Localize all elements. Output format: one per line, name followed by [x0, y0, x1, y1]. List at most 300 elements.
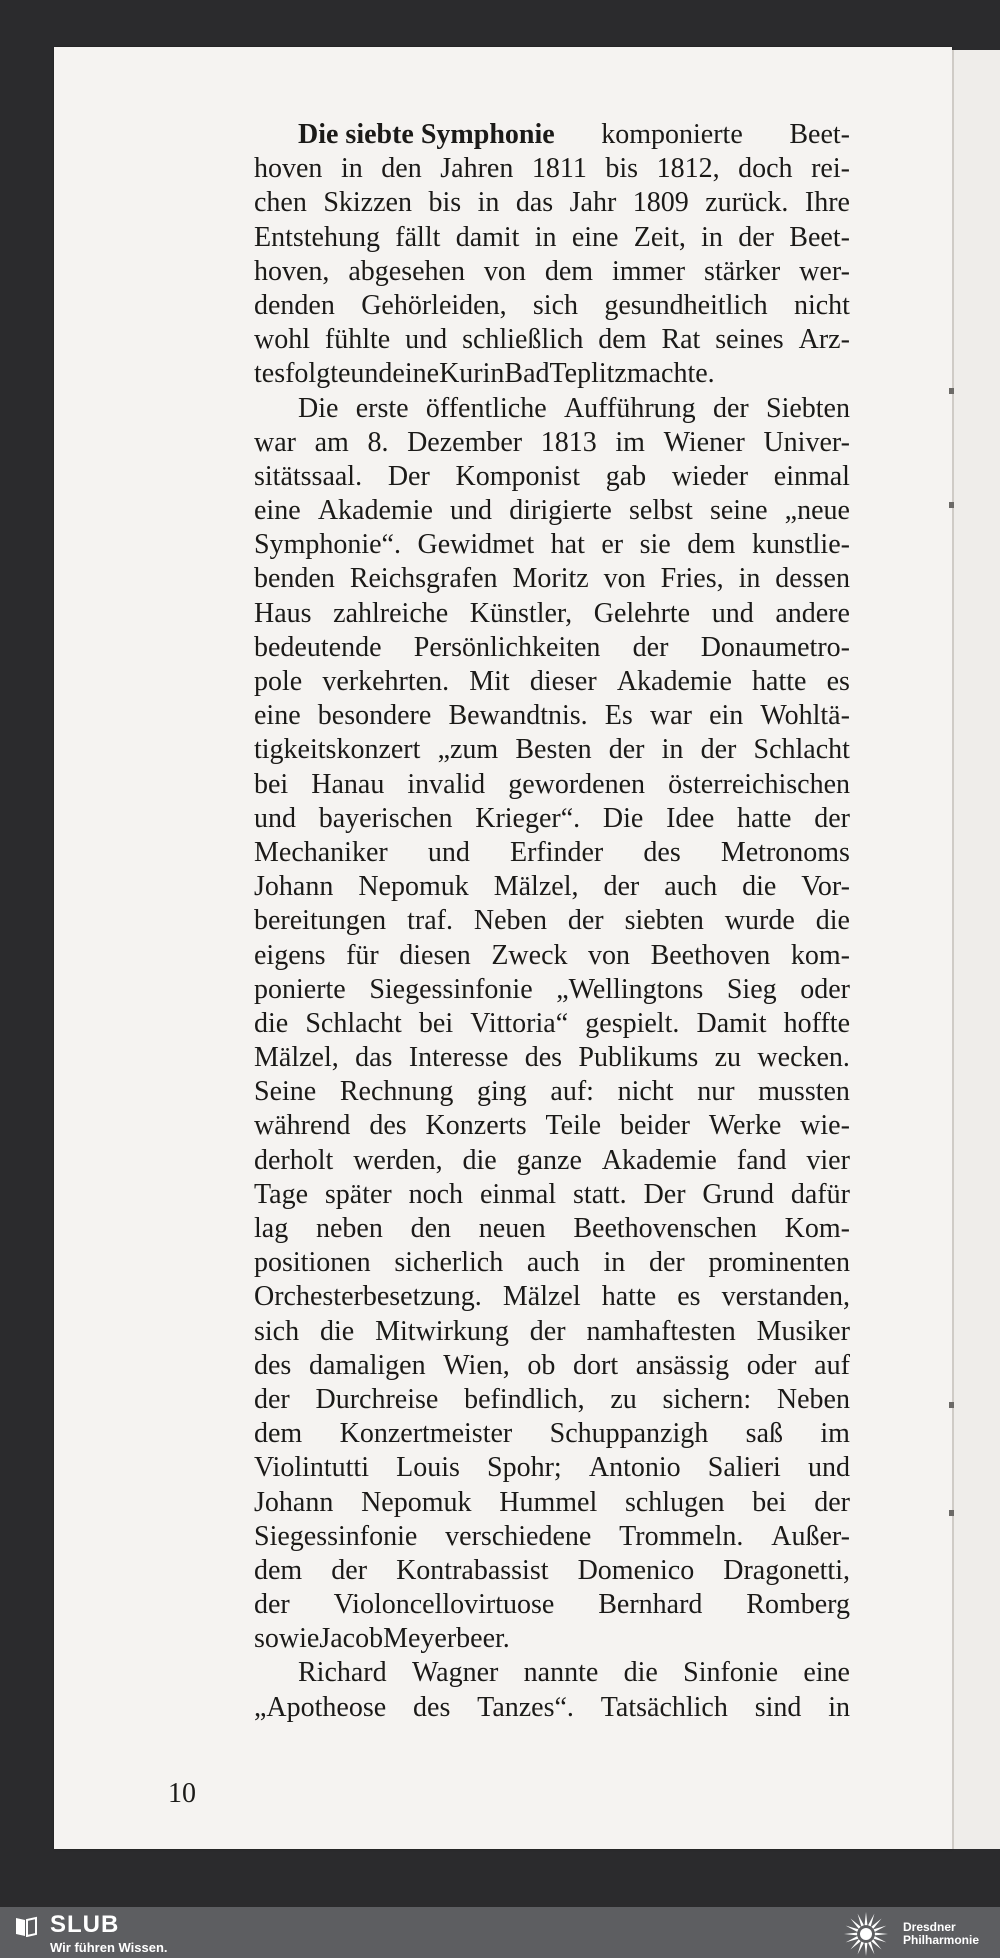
word: invalid: [407, 768, 486, 800]
word: Künstler,: [469, 597, 573, 629]
word: kunstlie-: [751, 529, 850, 561]
word: neuen: [478, 1213, 546, 1244]
logo-ray: [850, 1939, 860, 1949]
word: Reichsgrafen: [349, 563, 498, 595]
text-line: [254, 494, 850, 528]
word: wohl: [254, 324, 310, 356]
text-line: [254, 289, 850, 323]
word: die: [815, 905, 850, 937]
logo-ray: [871, 1939, 881, 1949]
word: auch: [664, 871, 718, 903]
word: und: [427, 836, 470, 868]
word: Es: [604, 700, 633, 732]
word: Donaumetro-: [700, 631, 850, 663]
word: einmal: [773, 460, 850, 492]
word: bei: [254, 768, 289, 800]
sunburst-logo: [842, 1910, 890, 1958]
text-line: [254, 836, 850, 870]
word: Tatsächlich: [600, 1691, 728, 1723]
text-line: [254, 118, 850, 152]
text-line: [254, 1246, 850, 1280]
word: Akademie: [317, 495, 433, 527]
word: kom-: [790, 939, 850, 971]
word: in: [738, 563, 761, 595]
word: Meyerbeer.: [383, 1623, 510, 1655]
word: während: [254, 1110, 351, 1142]
word: traf.: [407, 905, 453, 937]
word: der: [567, 905, 604, 937]
word: eine: [571, 221, 619, 253]
word: nannte: [523, 1657, 599, 1689]
word: Kontrabassist: [396, 1554, 549, 1586]
word: Damit: [696, 1007, 767, 1039]
text-line: [254, 1315, 850, 1349]
word: das: [515, 187, 554, 219]
word: der: [331, 1554, 368, 1586]
word: der: [738, 221, 774, 253]
word: Jahren: [440, 153, 514, 185]
word: stärker: [704, 255, 781, 287]
word: Wohltä-: [760, 700, 850, 732]
word: Sieg: [726, 973, 777, 1005]
text-line: [254, 768, 850, 802]
word: Rechnung: [339, 1076, 454, 1108]
word: in: [828, 1691, 850, 1723]
word: der: [712, 392, 749, 424]
word: ging: [477, 1076, 527, 1108]
word: Der: [643, 1178, 686, 1210]
logo-ray: [850, 1918, 860, 1928]
word: sie: [639, 529, 671, 561]
word: dem: [254, 1554, 303, 1586]
word: Symphonie“.: [254, 529, 401, 561]
text-line: [254, 323, 850, 357]
word: auf:: [550, 1076, 594, 1108]
word: Besten: [515, 734, 592, 766]
word: Mitwirkung: [375, 1315, 509, 1347]
word: wieder: [671, 460, 749, 492]
text-line: [254, 631, 850, 665]
word: Nepomuk: [358, 871, 469, 903]
word: Hummel: [499, 1486, 598, 1518]
word: folgte: [285, 358, 351, 390]
word: nicht: [793, 289, 850, 321]
word: machte.: [626, 358, 715, 390]
word: doch: [738, 153, 793, 185]
word: Jahr: [569, 187, 617, 219]
text-line: [254, 1520, 850, 1554]
word: werden,: [353, 1144, 443, 1176]
word: 8.: [367, 426, 389, 458]
word: am: [314, 426, 349, 458]
word: „zum: [437, 734, 499, 766]
word: in: [482, 358, 505, 390]
word: der: [814, 1486, 850, 1518]
word: beider: [620, 1110, 690, 1142]
word: wecken.: [757, 1042, 850, 1074]
word: Johann: [254, 1486, 334, 1518]
word: tes: [254, 358, 286, 390]
word: Trommeln.: [619, 1520, 744, 1552]
logo-ray: [846, 1936, 859, 1942]
word: Fries,: [660, 563, 724, 595]
library-name: SLUB: [50, 1911, 120, 1938]
word: bis: [605, 153, 639, 185]
word: schließlich: [462, 324, 584, 356]
word: noch: [408, 1178, 464, 1210]
word: gab: [605, 460, 647, 492]
word: Die: [602, 802, 644, 834]
word: der: [603, 871, 640, 903]
word: Vittoria“: [470, 1007, 569, 1039]
word: Siegessinfonie: [254, 1520, 418, 1552]
word: Vor-: [801, 871, 850, 903]
word: Bad: [504, 358, 550, 390]
text-line: [254, 597, 850, 631]
word: in: [534, 221, 557, 253]
word: Publikums: [578, 1042, 699, 1074]
word: Interesse: [408, 1042, 509, 1074]
word: Spohr;: [487, 1452, 562, 1484]
word: Musiker: [756, 1315, 850, 1347]
word: später: [324, 1178, 392, 1210]
word: eine: [803, 1657, 850, 1689]
word: sowie: [254, 1623, 320, 1655]
scan-mark: [949, 502, 954, 508]
word: in: [603, 1247, 626, 1279]
word: Mechaniker: [254, 836, 388, 868]
word: bei: [752, 1486, 787, 1518]
word: oder: [800, 973, 850, 1005]
word: vier: [806, 1144, 850, 1176]
word: die: [320, 1315, 355, 1347]
text-line: [254, 357, 850, 391]
text-line: [254, 426, 850, 460]
word: sicherlich: [394, 1247, 504, 1279]
word: gespielt.: [585, 1007, 680, 1039]
text-line: [254, 1109, 850, 1143]
word: hoffte: [783, 1007, 850, 1039]
text-line: [254, 562, 850, 596]
text-line: [254, 1178, 850, 1212]
text-line: [254, 186, 850, 220]
text-line: [254, 1212, 850, 1246]
word: Beet-: [789, 119, 850, 150]
word: Nepomuk: [361, 1486, 472, 1518]
word: lag: [254, 1213, 289, 1244]
word: Romberg: [746, 1589, 850, 1621]
word: es: [677, 1281, 701, 1313]
word: und: [405, 324, 448, 356]
word: Siegessinfonie: [369, 973, 533, 1005]
word: komponierte: [601, 119, 743, 150]
word: Bewandtnis.: [448, 700, 588, 732]
logo-ray: [865, 1943, 868, 1956]
word: Violintutti: [254, 1452, 369, 1484]
logo-ray: [875, 1933, 888, 1936]
word: statt.: [573, 1178, 627, 1210]
word: hatte: [737, 802, 792, 834]
word: denden: [254, 289, 335, 321]
word: Schlacht: [753, 734, 850, 766]
book-icon: [14, 1915, 38, 1937]
word: Entstehung: [254, 221, 380, 253]
text-line: [254, 699, 850, 733]
word: Moritz: [512, 563, 589, 595]
word: Erfinder: [509, 836, 604, 868]
word: wie-: [800, 1110, 850, 1142]
logo-ray: [846, 1926, 859, 1932]
word: 1812,: [656, 153, 720, 185]
orchestra-name-line1: Dresdner: [903, 1920, 956, 1934]
word: immer: [612, 255, 686, 287]
word: die: [742, 871, 777, 903]
word: dem: [687, 529, 736, 561]
word: und: [450, 495, 493, 527]
word: tigkeitskonzert: [254, 734, 421, 766]
word: verschiedene: [445, 1520, 592, 1552]
text-line: [254, 1486, 850, 1520]
word: den: [410, 1213, 452, 1244]
text-line: [254, 1041, 850, 1075]
word: 1813: [540, 426, 597, 458]
text-line: [254, 1280, 850, 1314]
word: Beet-: [789, 221, 850, 253]
word: das: [355, 1042, 393, 1074]
word: 1811: [531, 153, 587, 185]
word: auf: [814, 1349, 850, 1381]
word: öffentliche: [425, 392, 547, 424]
text-line: [254, 904, 850, 938]
word: abgesehen: [348, 255, 465, 287]
word: in: [477, 187, 500, 219]
word: hoven: [254, 153, 323, 185]
word: damit: [455, 221, 520, 253]
word: hatte: [601, 1281, 657, 1313]
word: Mälzel,: [493, 871, 579, 903]
text-line: [254, 939, 850, 973]
word: des: [524, 1042, 563, 1074]
word: des: [369, 1110, 407, 1142]
word: der: [632, 631, 669, 663]
text-line: [254, 870, 850, 904]
word: des: [413, 1691, 451, 1723]
word: hatte: [752, 666, 807, 697]
word: Teile: [545, 1110, 602, 1142]
word: rei-: [811, 153, 850, 185]
text-line: [254, 1554, 850, 1588]
word: Dezember: [407, 426, 523, 458]
word: Krieger“.: [475, 802, 581, 834]
word: neben: [315, 1213, 383, 1244]
word: der: [608, 734, 645, 766]
word: dem: [544, 255, 594, 287]
word: bedeutende: [254, 631, 382, 663]
word: für: [346, 939, 379, 971]
word: Idee: [666, 802, 715, 834]
text-line: [254, 802, 850, 836]
text-line: [254, 733, 850, 767]
word: Univer-: [763, 426, 850, 458]
word: siebten: [624, 905, 704, 937]
word: der: [648, 1247, 685, 1279]
word: dessen: [775, 563, 850, 595]
word: Akademie: [601, 1144, 717, 1176]
word: auch: [526, 1247, 580, 1279]
word: in: [661, 734, 684, 766]
word: namhaftesten: [586, 1315, 736, 1347]
logo-center: [860, 1928, 872, 1940]
word: dirigierte: [509, 495, 612, 527]
word: ob: [527, 1349, 556, 1381]
word: Beethoven: [650, 939, 771, 971]
word: zu: [714, 1042, 742, 1074]
next-page-edge: [952, 50, 1000, 1849]
word: Gewidmet: [417, 529, 535, 561]
word: Außer-: [771, 1520, 850, 1552]
word: Richard: [298, 1657, 387, 1689]
text-line: [254, 460, 850, 494]
scan-mark: [949, 388, 954, 394]
word: bis: [428, 187, 462, 219]
word: dem: [254, 1418, 303, 1450]
word: sichern:: [662, 1383, 752, 1415]
word: Mit: [469, 666, 510, 697]
word: Antonio: [588, 1452, 681, 1484]
word: Aufführung: [563, 392, 696, 424]
word: diesen: [399, 939, 471, 971]
word: prominenten: [708, 1247, 850, 1279]
word: seines: [715, 324, 784, 356]
word: Schlacht: [305, 1007, 402, 1039]
word: der: [254, 1383, 290, 1415]
orchestra-name: [903, 1921, 979, 1947]
word: Arz-: [798, 324, 850, 356]
word: ganze: [516, 1144, 582, 1176]
word: von: [588, 939, 631, 971]
word: Ihre: [804, 187, 850, 219]
logo-ray: [874, 1926, 887, 1932]
word: ansässig: [635, 1349, 730, 1381]
logo-ray: [874, 1936, 887, 1942]
word: fühlte: [324, 324, 391, 356]
text-line: [254, 1656, 850, 1690]
word: Violoncellovirtuose: [333, 1589, 555, 1621]
word: Der: [387, 460, 430, 492]
word: Wien,: [443, 1349, 510, 1381]
word: Gehörleiden,: [361, 289, 507, 321]
word: befindlich,: [464, 1383, 585, 1415]
text-line: [254, 152, 850, 186]
word: bereitungen: [254, 905, 387, 937]
library-tagline: Wir führen Wissen.: [50, 1940, 168, 1955]
word: Metronoms: [720, 836, 850, 868]
word: Gelehrte: [593, 597, 691, 629]
text-line: [254, 528, 850, 562]
word: zu: [610, 1383, 637, 1415]
word: er: [601, 529, 624, 561]
word: Beethovenschen: [573, 1213, 757, 1244]
word: schlugen: [624, 1486, 725, 1518]
word: einmal: [479, 1178, 557, 1210]
word: positionen: [254, 1247, 371, 1279]
word: 1809: [632, 187, 689, 219]
word: mussten: [758, 1076, 850, 1108]
logo-ray: [844, 1933, 857, 1936]
text-line: [254, 1007, 850, 1041]
word: Teplitz: [549, 358, 627, 390]
word: dem: [598, 324, 647, 356]
word: Rat: [661, 324, 701, 356]
word: von: [603, 563, 646, 595]
word: sich: [532, 289, 579, 321]
word: Seine: [254, 1076, 317, 1108]
word: Wiener: [663, 426, 745, 458]
word: Zweck: [491, 939, 568, 971]
word: und: [711, 597, 754, 629]
word: fand: [736, 1144, 787, 1176]
word: und: [807, 1452, 850, 1484]
word: Akademie: [616, 666, 732, 697]
word: Sinfonie: [683, 1657, 779, 1689]
word: war: [254, 426, 296, 458]
word: Skizzen: [323, 187, 412, 219]
word: Wagner: [411, 1657, 499, 1689]
word: andere: [775, 597, 850, 629]
word: wer-: [799, 255, 850, 287]
word: Komponist: [455, 460, 580, 492]
word: zahlreiche: [333, 597, 449, 629]
word: Konzertmeister: [339, 1418, 513, 1450]
word: Zeit,: [633, 221, 686, 253]
text-line: [254, 1144, 850, 1178]
word: der: [814, 802, 850, 834]
scan-mark: [949, 1402, 954, 1408]
text-line: [254, 1451, 850, 1485]
text-line: [254, 1691, 850, 1725]
orchestra-name-line2: Philharmonie: [903, 1933, 980, 1947]
word: des: [254, 1349, 292, 1381]
word: ponierte: [254, 973, 346, 1005]
word: hoven,: [254, 255, 330, 287]
word: besondere: [317, 700, 432, 732]
lead-heading: Die siebte Symphonie: [298, 119, 555, 150]
word: des: [643, 836, 681, 868]
word: verstanden,: [721, 1281, 850, 1313]
text-line: [254, 392, 850, 426]
word: bayerischen: [318, 802, 453, 834]
text-line: [254, 255, 850, 289]
word: Mälzel: [502, 1281, 581, 1313]
word: Konzerts: [425, 1110, 527, 1142]
word: „Wellingtons: [556, 973, 704, 1005]
word: zurück.: [705, 187, 789, 219]
text-line: [254, 1417, 850, 1451]
word: war: [649, 700, 692, 732]
logo-ray: [858, 1914, 864, 1927]
word: der: [254, 1589, 290, 1621]
word: der: [700, 734, 737, 766]
word: gewordenen: [508, 768, 646, 800]
word: seine: [709, 495, 768, 527]
text-line: [254, 1588, 850, 1622]
word: nicht: [617, 1076, 674, 1108]
word: damaligen: [308, 1349, 426, 1381]
word: selbst: [629, 495, 693, 527]
word: Bernhard: [598, 1589, 703, 1621]
word: Schuppanzigh: [549, 1418, 709, 1450]
word: Jacob: [319, 1623, 384, 1655]
